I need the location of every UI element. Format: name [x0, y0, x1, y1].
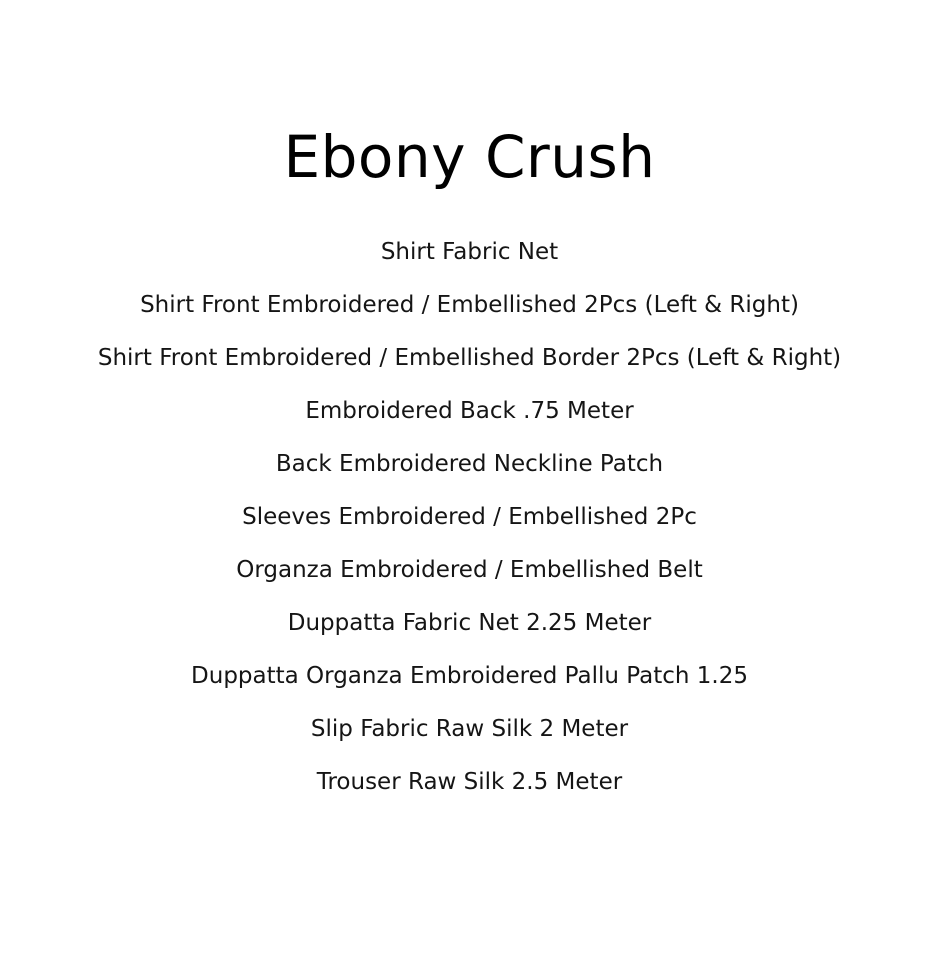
list-item: Slip Fabric Raw Silk 2 Meter [310, 716, 629, 742]
list-item: Embroidered Back .75 Meter [305, 398, 634, 424]
fabric-details-list [0, 226, 939, 809]
list-item: Duppatta Fabric Net 2.25 Meter [287, 610, 652, 636]
list-item: Trouser Raw Silk 2.5 Meter [316, 769, 623, 795]
list-item: Shirt Fabric Net [380, 239, 559, 265]
list-item: Duppatta Organza Embroidered Pallu Patch 1.25 [191, 663, 748, 689]
list-item: Shirt Front Embroidered / Embellished Border 2Pcs (Left & Right) [97, 345, 842, 371]
list-item: Sleeves Embroidered / Embellished 2Pc [242, 504, 697, 530]
list-item: Shirt Front Embroidered / Embellished 2Pcs (Left & Right) [140, 292, 799, 318]
list-item: Organza Embroidered / Embellished Belt [236, 557, 703, 583]
list-item: Back Embroidered Neckline Patch [275, 451, 664, 477]
product-title: Ebony Crush [283, 122, 656, 191]
